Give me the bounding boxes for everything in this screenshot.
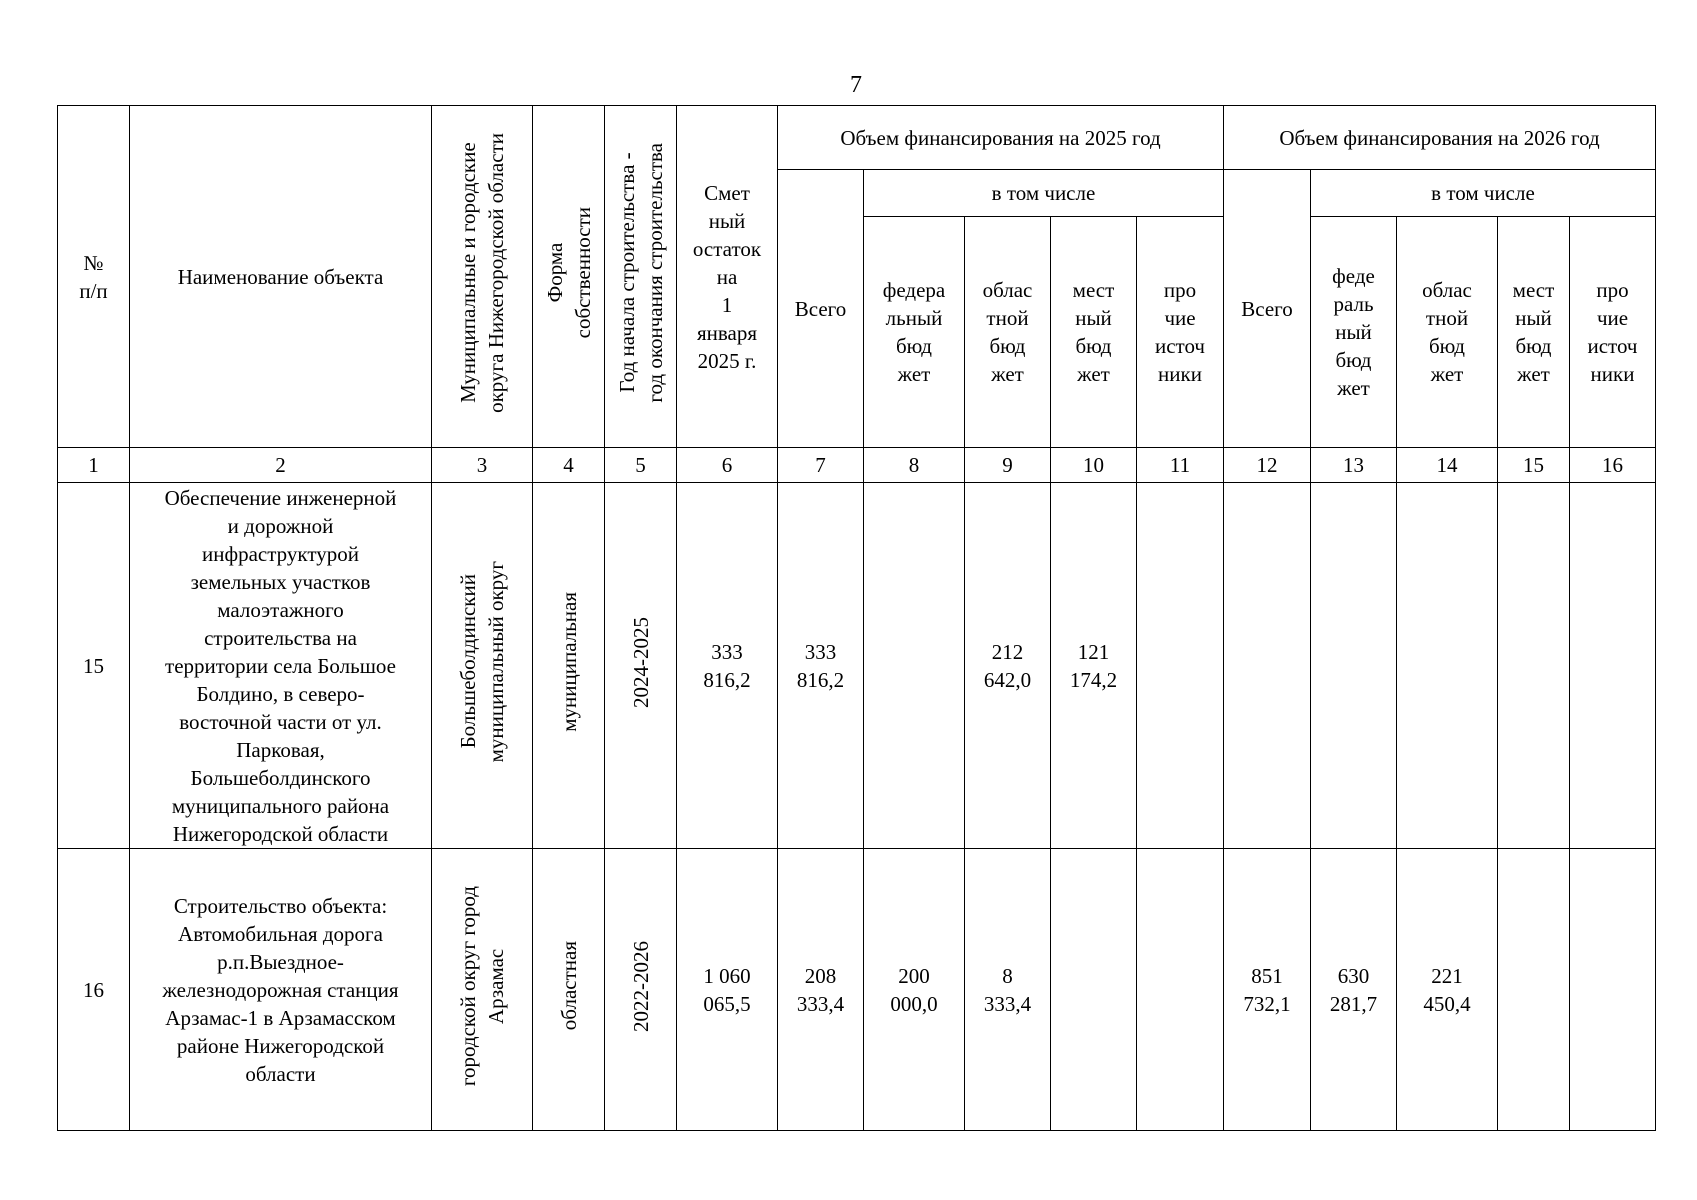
header-federal-2026: феде раль ный бюд жет — [1311, 217, 1397, 448]
page-number: 7 — [850, 72, 862, 98]
column-number: 8 — [864, 448, 965, 483]
municipality-text: Большеболдинский муниципальный округ — [456, 561, 508, 763]
local-2025-value — [1051, 849, 1137, 1131]
column-number: 7 — [778, 448, 864, 483]
local-2026-value — [1498, 483, 1570, 849]
federal-2026-value: 630 281,7 — [1311, 849, 1397, 1131]
column-number: 15 — [1498, 448, 1570, 483]
column-number: 11 — [1137, 448, 1224, 483]
total-2026-value: 851 732,1 — [1224, 849, 1311, 1131]
column-number: 10 — [1051, 448, 1137, 483]
column-number: 6 — [677, 448, 778, 483]
regional-2026-value — [1397, 483, 1498, 849]
header-local-2025: мест ный бюд жет — [1051, 217, 1137, 448]
column-number: 3 — [432, 448, 533, 483]
header-total-2026: Всего — [1224, 170, 1311, 448]
federal-2025-value — [864, 483, 965, 849]
federal-2026-value — [1311, 483, 1397, 849]
other-2025-value — [1137, 849, 1224, 1131]
object-name: Строительство объекта: Автомобильная дорога р.п.Выездное- железнодорожная станция Арзамас-1 в Арзамасском районе Нижегородской области — [130, 849, 432, 1131]
other-2026-value — [1570, 483, 1656, 849]
column-number: 5 — [605, 448, 677, 483]
remainder-value: 1 060 065,5 — [677, 849, 778, 1131]
header-including-2026: в том числе — [1311, 170, 1656, 217]
ownership-cell — [533, 849, 605, 1131]
regional-2025-value: 8 333,4 — [965, 849, 1051, 1131]
ownership-cell — [533, 483, 605, 849]
years-cell — [605, 483, 677, 849]
financing-table — [57, 105, 1656, 1131]
total-2025-value: 208 333,4 — [778, 849, 864, 1131]
header-other-2026: про чие источ ники — [1570, 217, 1656, 448]
other-2026-value — [1570, 849, 1656, 1131]
header-num: № п/п — [58, 106, 130, 448]
column-number: 13 — [1311, 448, 1397, 483]
header-years — [605, 106, 677, 448]
header-including-2025: в том числе — [864, 170, 1224, 217]
header-local-2026: мест ный бюд жет — [1498, 217, 1570, 448]
header-regional-2026: облас тной бюд жет — [1397, 217, 1498, 448]
years-cell — [605, 849, 677, 1131]
row-number: 16 — [58, 849, 130, 1131]
column-number: 12 — [1224, 448, 1311, 483]
header-regional-2025: облас тной бюд жет — [965, 217, 1051, 448]
column-number: 4 — [533, 448, 605, 483]
regional-2026-value: 221 450,4 — [1397, 849, 1498, 1131]
regional-2025-value: 212 642,0 — [965, 483, 1051, 849]
ownership-text: муниципальная — [556, 592, 581, 732]
object-name: Обеспечение инженерной и дорожной инфраструктурой земельных участков малоэтажного строительства на территории села Большое Болдино, в северо- восточной части от ул. Парковая, Большеболдинского муниципального района Нижегородской области — [130, 483, 432, 849]
years-text: 2024-2025 — [628, 616, 653, 708]
column-number: 16 — [1570, 448, 1656, 483]
header-ownership — [533, 106, 605, 448]
header-years-text: Год начала строительства - год окончания строительства — [614, 143, 667, 403]
row-number: 15 — [58, 483, 130, 849]
ownership-text: областная — [556, 941, 581, 1031]
header-remainder: Смет ный остаток на 1 января 2025 г. — [677, 106, 778, 448]
column-number: 1 — [58, 448, 130, 483]
column-number: 9 — [965, 448, 1051, 483]
table-row — [58, 849, 1656, 1131]
column-number: 14 — [1397, 448, 1498, 483]
header-municipality — [432, 106, 533, 448]
header-ownership-text: Форма собственности — [542, 207, 595, 339]
table-row — [58, 483, 1656, 849]
total-2026-value — [1224, 483, 1311, 849]
other-2025-value — [1137, 483, 1224, 849]
remainder-value: 333 816,2 — [677, 483, 778, 849]
total-2025-value: 333 816,2 — [778, 483, 864, 849]
header-row-1 — [58, 106, 1656, 170]
column-number-row — [58, 448, 1656, 483]
header-other-2025: про чие источ ники — [1137, 217, 1224, 448]
header-object-name: Наименование объекта — [130, 106, 432, 448]
header-total-2025: Всего — [778, 170, 864, 448]
local-2026-value — [1498, 849, 1570, 1131]
header-funding-2025: Объем финансирования на 2025 год — [778, 106, 1224, 170]
municipality-text: городской округ город Арзамас — [456, 885, 508, 1087]
years-text: 2022-2026 — [628, 940, 653, 1032]
header-municipality-text: Муниципальные и городские округа Нижегородской области — [456, 133, 508, 413]
municipality-cell — [432, 483, 533, 849]
column-number: 2 — [130, 448, 432, 483]
header-funding-2026: Объем финансирования на 2026 год — [1224, 106, 1656, 170]
municipality-cell — [432, 849, 533, 1131]
header-federal-2025: федера льный бюд жет — [864, 217, 965, 448]
federal-2025-value: 200 000,0 — [864, 849, 965, 1131]
local-2025-value: 121 174,2 — [1051, 483, 1137, 849]
